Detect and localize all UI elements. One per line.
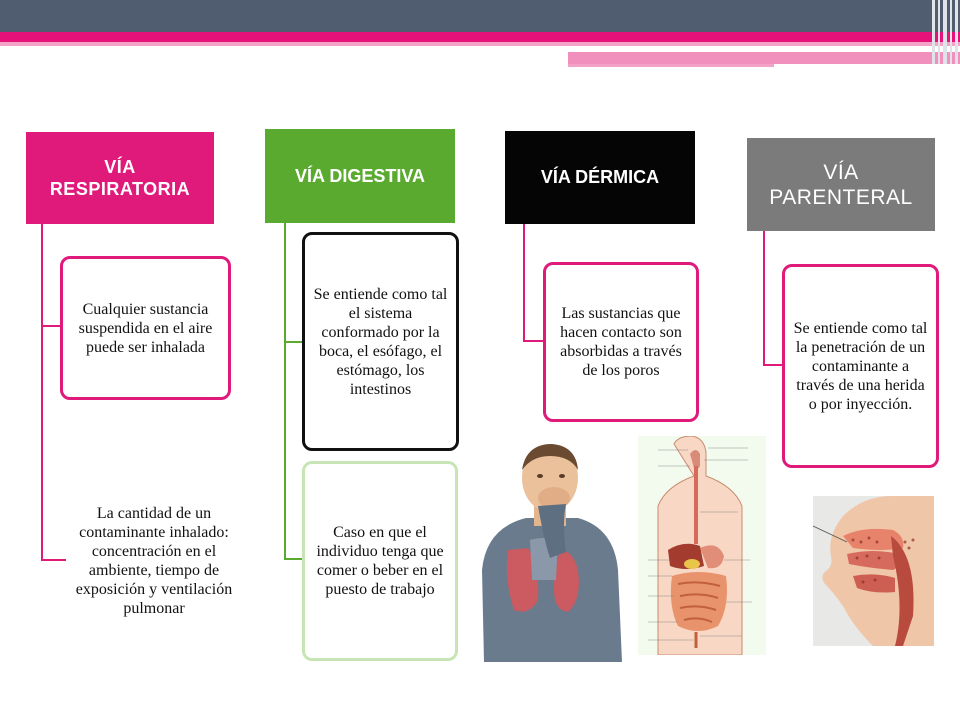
connector-line: [284, 223, 286, 559]
top-stripe: [0, 32, 960, 42]
connector-line: [763, 364, 784, 366]
top-stripe-thin: [568, 64, 774, 67]
header-via-dermica: VÍA DÉRMICA: [505, 131, 695, 224]
respiratoria-box-2: La cantidad de un contaminante inhalado: concentración en el ambiente, tiempo de exposición y ventilación pulmonar: [66, 466, 242, 656]
connector-line: [41, 224, 43, 561]
respiratoria-box-1: Cualquier sustancia suspendida en el aire puede ser inhalada: [60, 256, 231, 400]
connector-line: [284, 558, 304, 560]
connector-line: [763, 231, 765, 365]
connector-line: [284, 341, 304, 343]
digestive-system-illustration: [638, 436, 766, 655]
connector-line: [523, 340, 545, 342]
connector-line: [523, 224, 525, 342]
header-via-respiratoria: VÍA RESPIRATORIA: [26, 132, 214, 224]
header-via-parenteral: VÍA PARENTERAL: [747, 138, 935, 231]
top-stripe-accent: [568, 52, 960, 64]
dermica-box-1: Las sustancias que hacen contacto son absorbidas a través de los poros: [543, 262, 699, 422]
connector-line: [41, 559, 66, 561]
parenteral-box-1: Se entiende como tal la penetración de un contaminante a través de una herida o por inyección.: [782, 264, 939, 468]
digestiva-box-2: Caso en que el individuo tenga que comer o beber en el puesto de trabajo: [302, 461, 458, 661]
corner-decoration: [930, 0, 960, 64]
connector-line: [41, 325, 62, 327]
top-banner: [0, 0, 960, 32]
header-via-digestiva: VÍA DIGESTIVA: [265, 129, 455, 223]
digestiva-box-1: Se entiende como tal el sistema conformado por la boca, el esófago, el estómago, los intestinos: [302, 232, 459, 451]
nasal-cavity-illustration: [813, 496, 934, 646]
man-coughing-illustration: [474, 440, 626, 662]
